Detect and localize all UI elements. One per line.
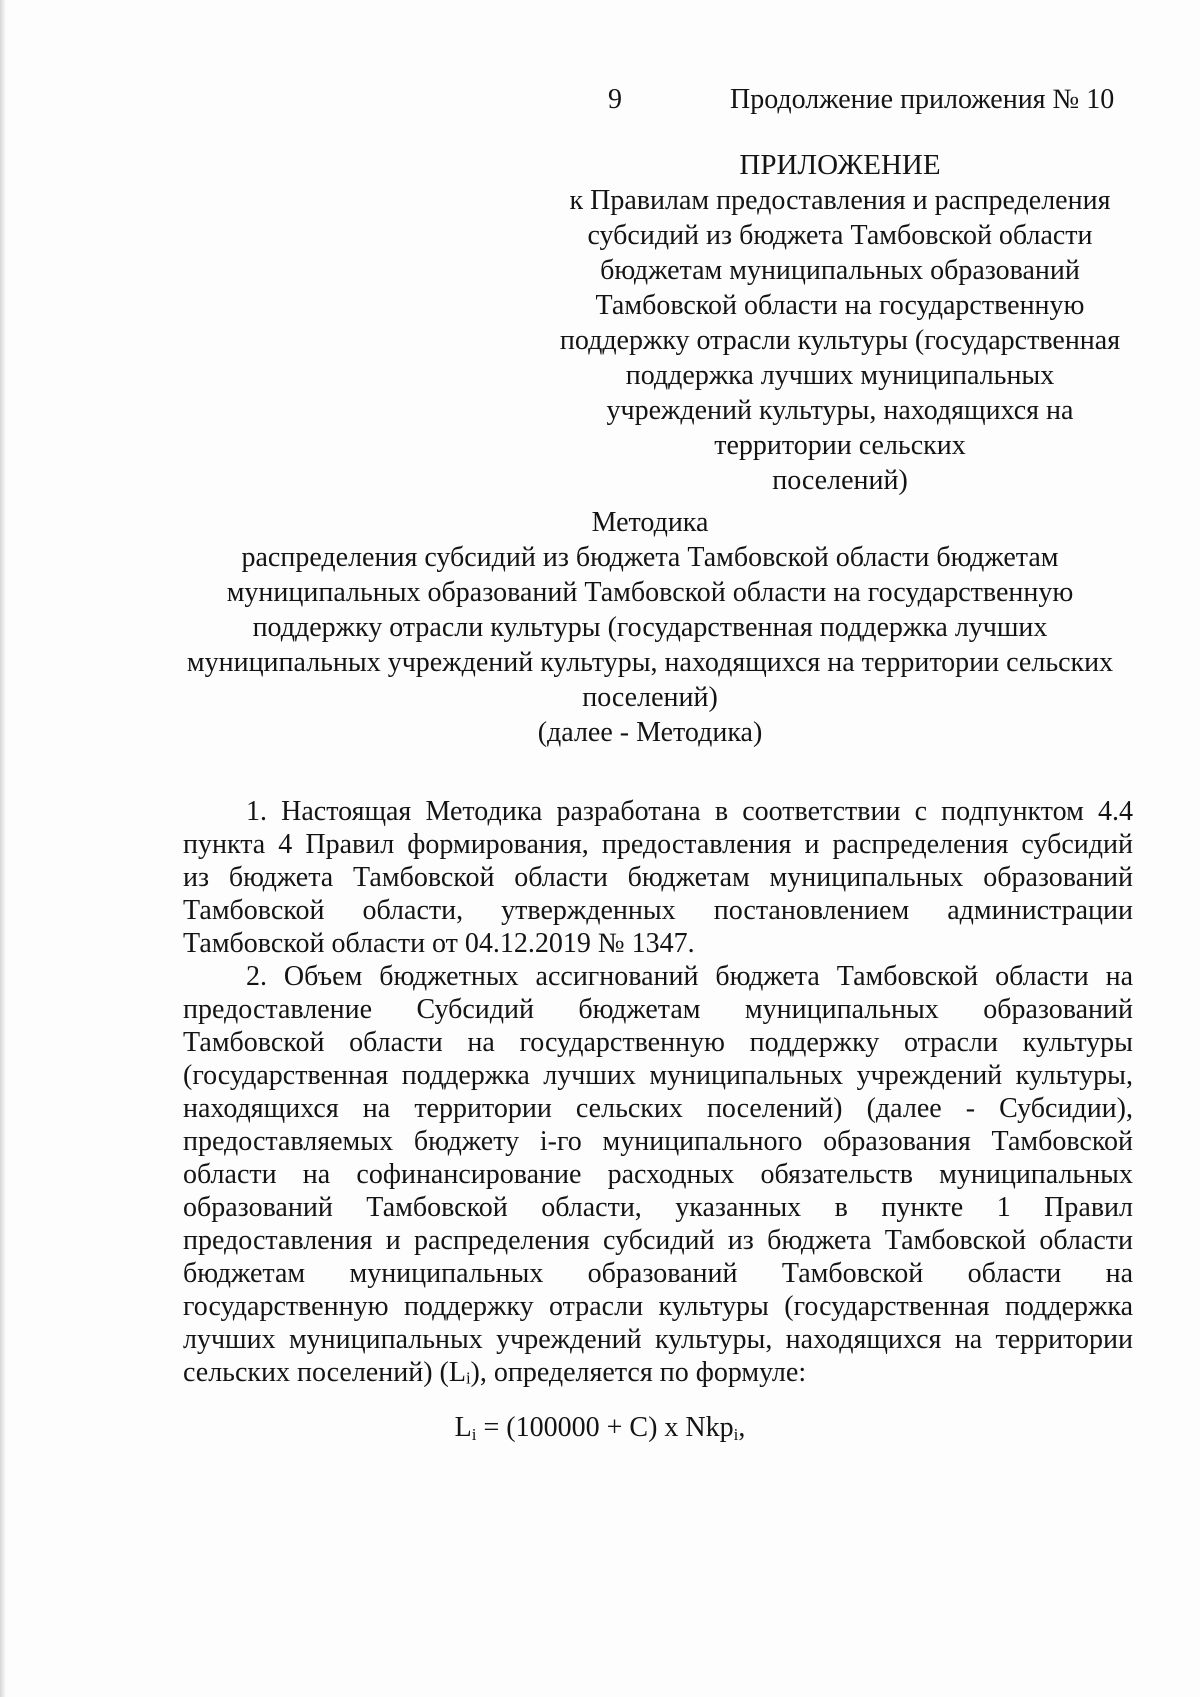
paragraph-line: (государственная поддержка лучших муниципальных учреждений культуры, (183, 1060, 1133, 1091)
paragraph-line: пункта 4 Правил формирования, предоставления и распределения субсидий (183, 829, 1133, 860)
methodology-line: поселений) (582, 682, 718, 713)
paragraph-line: Тамбовской области от 04.12.2019 № 1347. (183, 928, 695, 959)
formula-lhs-subscript: i (471, 1425, 477, 1444)
paragraph-line: находящихся на территории сельских поселений) (далее - Субсидии), (183, 1093, 1133, 1124)
paragraph-line: предоставление Субсидий бюджетам муниципальных образований (183, 994, 1133, 1025)
paragraph-1 (183, 795, 1133, 960)
methodology-line: муниципальных учреждений культуры, находящихся на территории сельских (186, 647, 1114, 678)
paragraph-line: сельских поселений) (Lᵢ), определяется по формуле: (183, 1357, 807, 1388)
formula (0, 1412, 1200, 1445)
formula-tail: , (738, 1412, 746, 1443)
paragraph-line: Тамбовской области на государственную поддержку отрасли культуры (183, 1027, 1133, 1058)
appendix-line: субсидий из бюджета Тамбовской области (587, 220, 1093, 251)
appendix-block (540, 148, 1140, 498)
appendix-line: к Правилам предоставления и распределения (569, 185, 1111, 216)
appendix-lines (540, 183, 1140, 498)
paragraph-line: области на софинансирование расходных обязательств муниципальных (183, 1159, 1133, 1190)
paragraph-line: 2. Объем бюджетных ассигнований бюджета Тамбовской области на (246, 961, 1133, 992)
methodology-line: распределения субсидий из бюджета Тамбовской области бюджетам (241, 542, 1059, 573)
paragraph-line: 1. Настоящая Методика разработана в соответствии с подпунктом 4.4 (246, 796, 1133, 827)
page-number: 9 (608, 84, 622, 115)
paragraph-line: образований Тамбовской области, указанных в пункте 1 Правил (183, 1192, 1133, 1223)
appendix-line: Тамбовской области на государственную (595, 290, 1085, 321)
appendix-line: учреждений культуры, находящихся на (606, 395, 1074, 426)
methodology-line: муниципальных образований Тамбовской области на государственную (226, 577, 1074, 608)
paragraph-line: предоставляемых бюджету i-го муниципального образования Тамбовской (183, 1126, 1133, 1157)
continuation-label: Продолжение приложения № 10 (730, 84, 1115, 115)
paragraph-line: бюджетам муниципальных образований Тамбовской области на (183, 1258, 1133, 1289)
paragraph-line: из бюджета Тамбовской области бюджетам муниципальных образований (183, 862, 1133, 893)
formula-rhs-subscript: i (733, 1425, 739, 1444)
paragraph-line: лучших муниципальных учреждений культуры, находящихся на территории (183, 1324, 1133, 1355)
appendix-line: поддержка лучших муниципальных (625, 360, 1055, 391)
body-text (183, 795, 1133, 1389)
paragraph-line: Тамбовской области, утвержденных постановлением администрации (183, 895, 1133, 926)
appendix-line: территории сельских (714, 430, 966, 461)
methodology-title: Методика (591, 507, 709, 538)
paragraph-2 (183, 960, 1133, 1389)
formula-lhs: L (454, 1412, 472, 1443)
methodology-line: (далее - Методика) (537, 717, 763, 748)
formula-middle: = (100000 + C) x Nkp (476, 1412, 734, 1443)
appendix-line: поселений) (772, 465, 908, 496)
methodology-heading (170, 505, 1130, 750)
appendix-line: бюджетам муниципальных образований (600, 255, 1080, 286)
paragraph-line: предоставления и распределения субсидий из бюджета Тамбовской области (183, 1225, 1133, 1256)
appendix-line: поддержку отрасли культуры (государственная (559, 325, 1121, 356)
appendix-title: ПРИЛОЖЕНИЕ (739, 149, 941, 181)
paragraph-line: государственную поддержку отрасли культуры (государственная поддержка (183, 1291, 1133, 1322)
methodology-line: поддержку отрасли культуры (государственная поддержка лучших (252, 612, 1048, 643)
